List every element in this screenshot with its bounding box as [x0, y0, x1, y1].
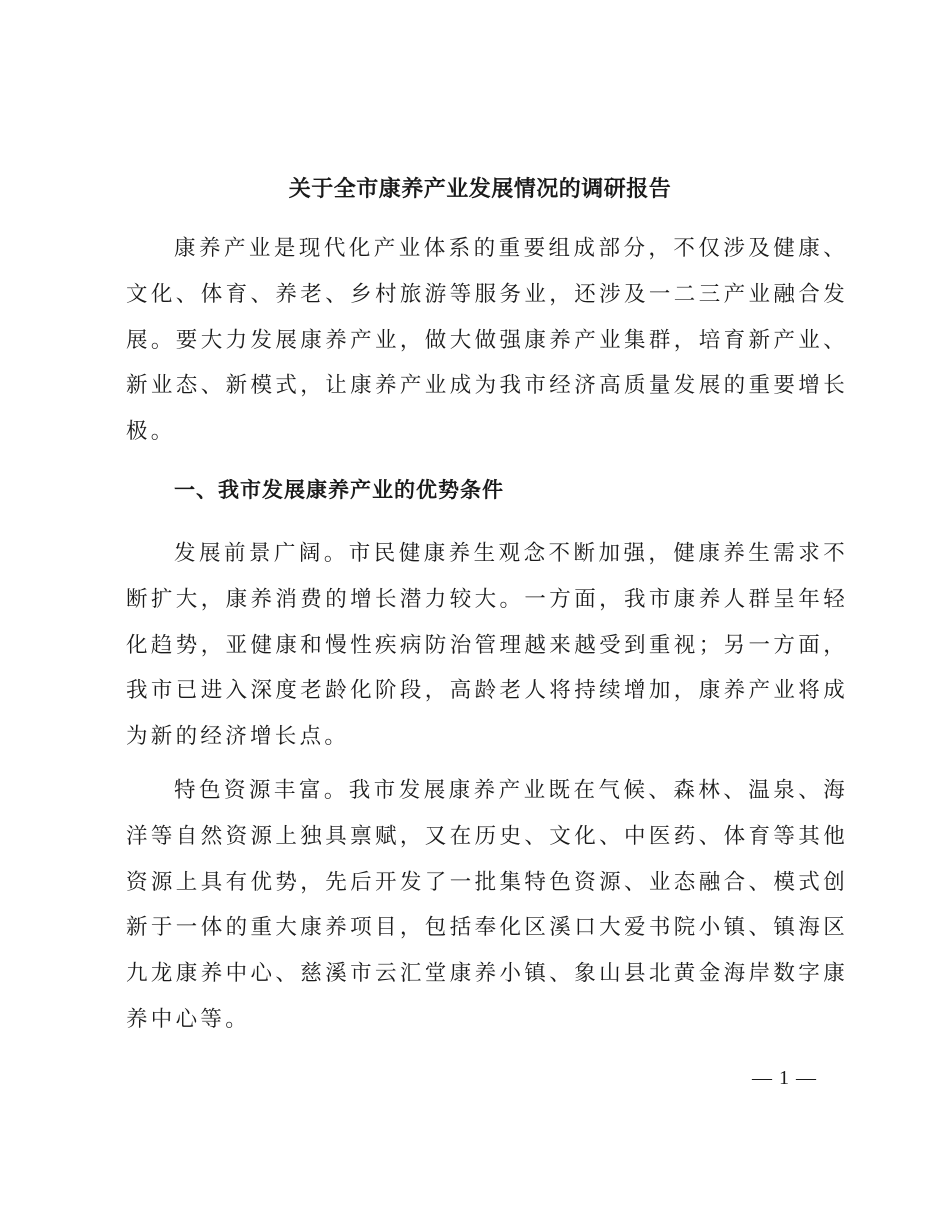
page-number: — 1 —: [752, 1067, 817, 1089]
prospects-paragraph: 发展前景广阔。市民健康养生观念不断加强，健康养生需求不断扩大，康养消费的增长潜力较大。一方面，我市康养人群呈年轻化趋势，亚健康和慢性疾病防治管理越来越受到重视；另一方面，我市已进入深度老龄化阶段，高龄老人将持续增加，康养产业将成为新的经济增长点。: [126, 541, 848, 750]
intro-paragraph: 康养产业是现代化产业体系的重要组成部分，不仅涉及健康、文化、体育、养老、乡村旅游等服务业，还涉及一二三产业融合发展。要大力发展康养产业，做大做强康养产业集群，培育新产业、新业态、新模式，让康养产业成为我市经济高质量发展的重要增长极。: [126, 236, 848, 445]
resources-paragraph: 特色资源丰富。我市发展康养产业既在气候、森林、温泉、海洋等自然资源上独具禀赋，又在历史、文化、中医药、体育等其他资源上具有优势，先后开发了一批集特色资源、业态融合、模式创新于一体的重大康养项目，包括奉化区溪口大爱书院小镇、镇海区九龙康养中心、慈溪市云汇堂康养小镇、象山县北黄金海岸数字康养中心等。: [126, 778, 848, 1032]
section-heading: 一、我市发展康养产业的优势条件: [174, 478, 504, 502]
report-title: 关于全市康养产业发展情况的调研报告: [288, 177, 672, 202]
